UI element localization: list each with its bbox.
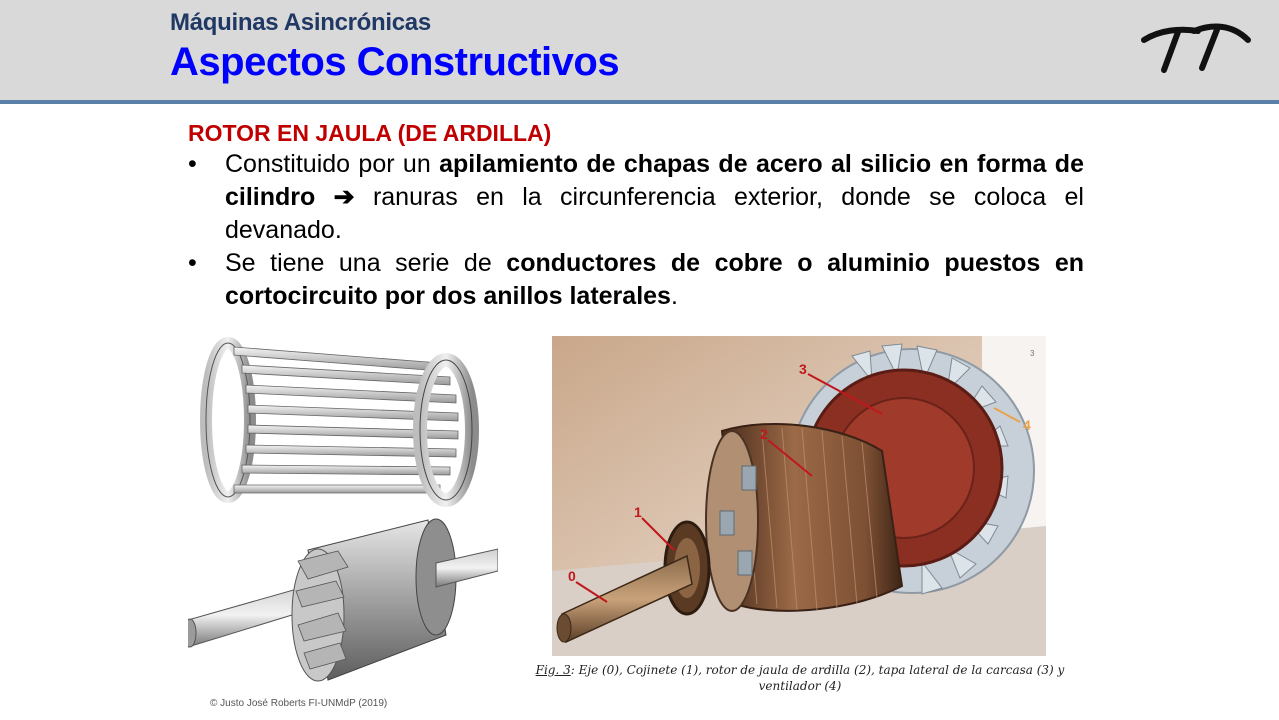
slide-title: Aspectos Constructivos <box>170 40 620 84</box>
bullet-text: . <box>670 282 678 310</box>
bullet-text: Se tiene una serie de <box>225 249 507 277</box>
section-heading: ROTOR EN JAULA (DE ARDILLA) <box>188 120 552 146</box>
bullet-emphasis: apilamiento de chapas de acero al silicio en forma de cilindro <box>225 150 1084 211</box>
institution-logo-icon <box>1140 18 1252 74</box>
rotor-photo <box>552 336 1046 656</box>
copyright-footer: © Justo José Roberts FI-UNMdP (2019) <box>210 698 388 709</box>
header-divider <box>0 100 1279 104</box>
bullet-list <box>188 148 1084 313</box>
arrow-icon: ➔ <box>315 183 373 211</box>
figure-caption <box>530 662 1070 694</box>
photo-page-mark: 3 <box>1030 349 1035 358</box>
bullet-item-conductors <box>188 247 1084 313</box>
squirrel-cage-illustration <box>188 335 498 690</box>
cage-drawing <box>206 343 472 500</box>
photo-label-1: 1 <box>634 504 642 520</box>
figure-number: Fig. 3 <box>535 663 571 677</box>
bullet-marker: • <box>188 150 197 178</box>
photo-label-3: 3 <box>799 361 807 377</box>
photo-label-2: 2 <box>760 426 768 442</box>
bullet-text: Constituido por un <box>225 150 440 178</box>
photo-label-0: 0 <box>568 568 576 584</box>
bullet-item-stack <box>188 148 1084 247</box>
bullet-marker: • <box>188 249 197 277</box>
bullet-text: ranuras en la circunferencia exterior, donde se coloca el devanado. <box>225 183 1084 244</box>
photo-label-4: 4 <box>1023 417 1031 433</box>
bullet-emphasis: conductores de cobre o aluminio puestos en cortocircuito por dos anillos laterales <box>225 249 1085 310</box>
slide-subtitle: Máquinas Asincrónicas <box>170 9 431 36</box>
caption-text: : Eje (0), Cojinete (1), rotor de jaula de ardilla (2), tapa lateral de la carcasa (3) y ventilador (4) <box>570 663 1065 693</box>
rotor-drawing <box>188 519 498 681</box>
